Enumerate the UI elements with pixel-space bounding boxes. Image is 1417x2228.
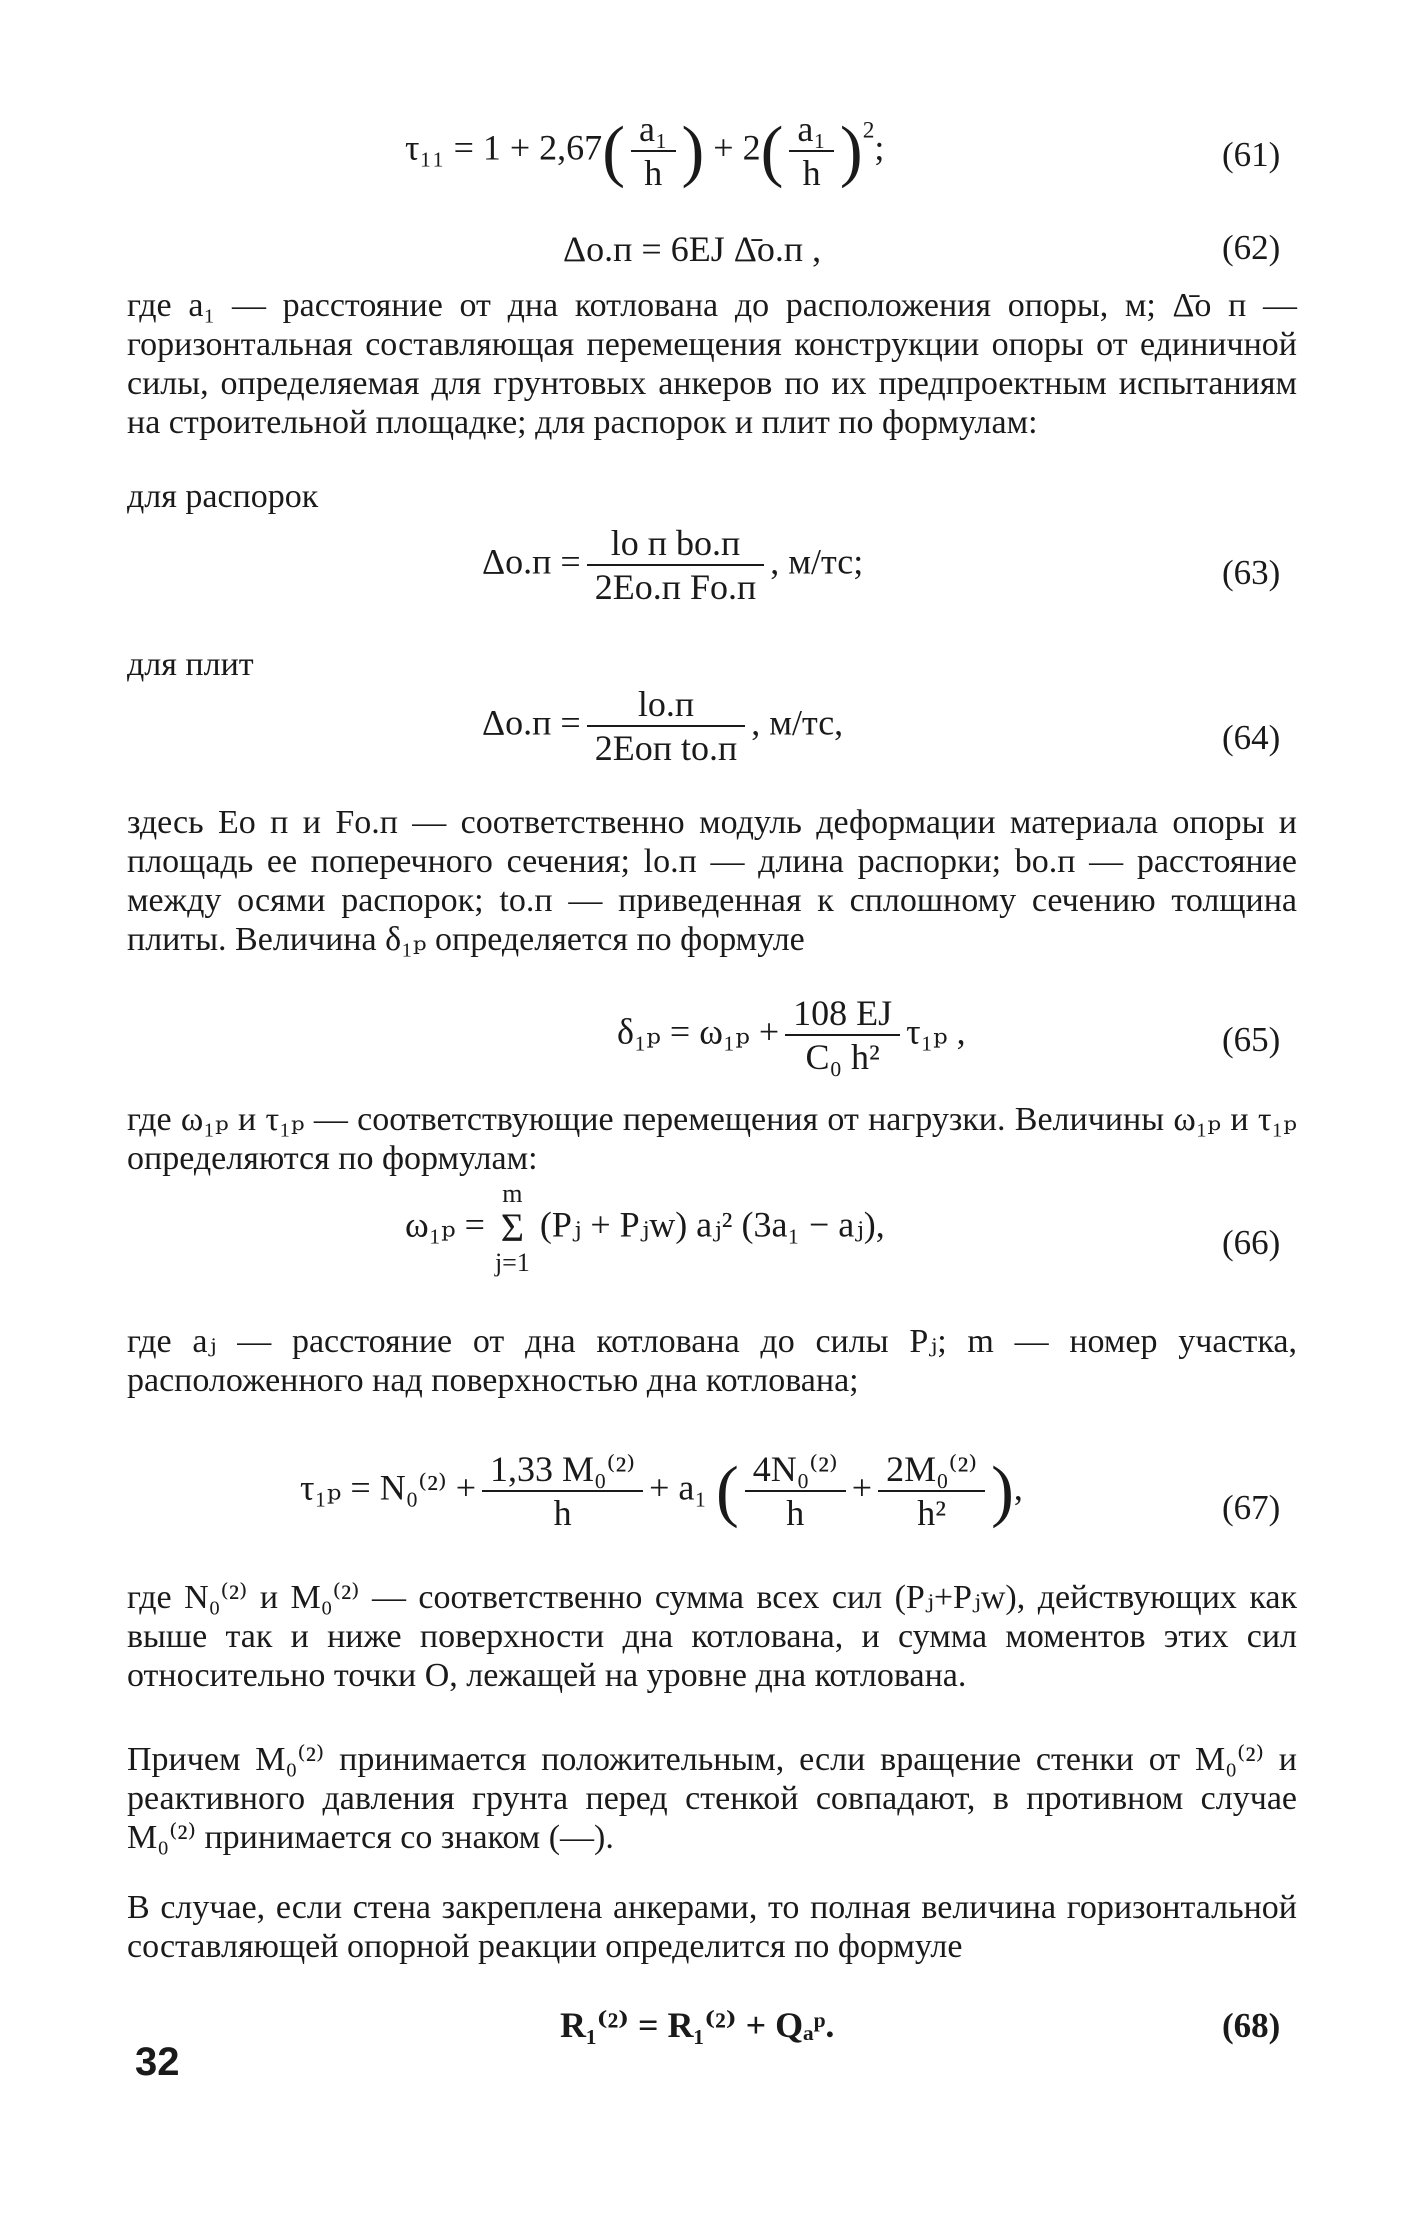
formula-61-number: (61)	[1222, 135, 1281, 174]
formula-62-number: (62)	[1222, 228, 1281, 267]
formula-66: ω₁ₚ = m Σ j=1 (Pⱼ + Pⱼw) aⱼ² (3a₁ − aⱼ),	[405, 1179, 885, 1278]
formula-64-number: (64)	[1222, 718, 1281, 757]
paragraph-anchored-wall: В случае, если стена закреплена анкерами, то полная величина горизонтальной составляющей опорной реакции определится по формуле	[127, 1889, 1297, 1965]
formula-65-number: (65)	[1222, 1020, 1281, 1059]
formula-67: τ₁ₚ = N₀⁽²⁾ + $\frac{\text{1,33 M₀⁽²⁾}}{h}$ + a₁ ( $\frac{\text{4N₀⁽²⁾}}{h}$ + $\frac{\text{2M₀⁽²⁾}}{\text{h²}}$ ),	[300, 1449, 1023, 1533]
formula-62: Δо.п = 6EJ Δ̄о.п ,	[563, 229, 822, 269]
paragraph-definitions-3: где ω₁ₚ и τ₁ₚ — соответствующие перемещения от нагрузки. Величины ω₁ₚ и τ₁ₚ определяются по формулам:	[127, 1101, 1297, 1177]
formula-68: R₁⁽²⁾ = R₁⁽²⁾ + Qₐᵖ.	[560, 2005, 835, 2045]
page-number: 32	[135, 2040, 180, 2084]
label-for-plates: для плит	[127, 646, 254, 683]
paragraph-sign-rule: Причем M₀⁽²⁾ принимается положительным, если вращение стенки от M₀⁽²⁾ и реактивного давления грунта перед стенкой совпадают, в противном случае M₀⁽²⁾ принимается со знаком (—).	[127, 1741, 1297, 1856]
formula-61: τ₁₁ = 1 + 2,67( $\frac{\text{a₁}}{h}$ ) + 2( $\frac{\text{a₁}}{h}$ )$^2$;	[405, 109, 885, 193]
paragraph-definitions-1: где a₁ — расстояние от дна котлована до расположения опоры, м; Δ̄о п — горизонтальная составляющая перемещения конструкции опоры от единичной силы, определяемая для грунтовых анкеров по их предпроектным испытаниям на строительной площадке; для распорок и плит по формулам:	[127, 287, 1297, 441]
label-for-struts: для распорок	[127, 478, 319, 515]
formula-66-number: (66)	[1222, 1223, 1281, 1262]
formula-63: Δо.п = $\frac{\text{lо п bо.п}}{\text{2Eо.п Fо.п}}$ , м/тс;	[482, 523, 864, 607]
formula-63-number: (63)	[1222, 553, 1281, 592]
formula-68-number: (68)	[1222, 2006, 1281, 2045]
formula-67-number: (67)	[1222, 1488, 1281, 1527]
paragraph-definitions-4: где aⱼ — расстояние от дна котлована до силы Pⱼ; m — номер участка, расположенного над поверхностью дна котлована;	[127, 1323, 1297, 1399]
formula-65: δ₁ₚ = ω₁ₚ + $\frac{108 EJ}{\text{C₀ h²}}$ τ₁ₚ ,	[617, 993, 966, 1077]
formula-64: Δо.п = $\frac{lо.п}{\text{2Eоп tо.п}}$ , м/тс,	[482, 684, 844, 768]
paragraph-definitions-2: здесь Eо п и Fо.п — соответственно модуль деформации материала опоры и площадь ее поперечного сечения; lо.п — длина распорки; bо.п — расстояние между осями распорок; tо.п — приведенная к сплошному сечению толщина плиты. Величина δ₁ₚ определяется по формуле	[127, 804, 1297, 958]
paragraph-definitions-5: где N₀⁽²⁾ и M₀⁽²⁾ — соответственно сумма всех сил (Pⱼ+Pⱼw), действующих как выше так и ниже поверхности дна котлована, и сумма моментов этих сил относительно точки О, лежащей на уровне дна котлована.	[127, 1579, 1297, 1694]
